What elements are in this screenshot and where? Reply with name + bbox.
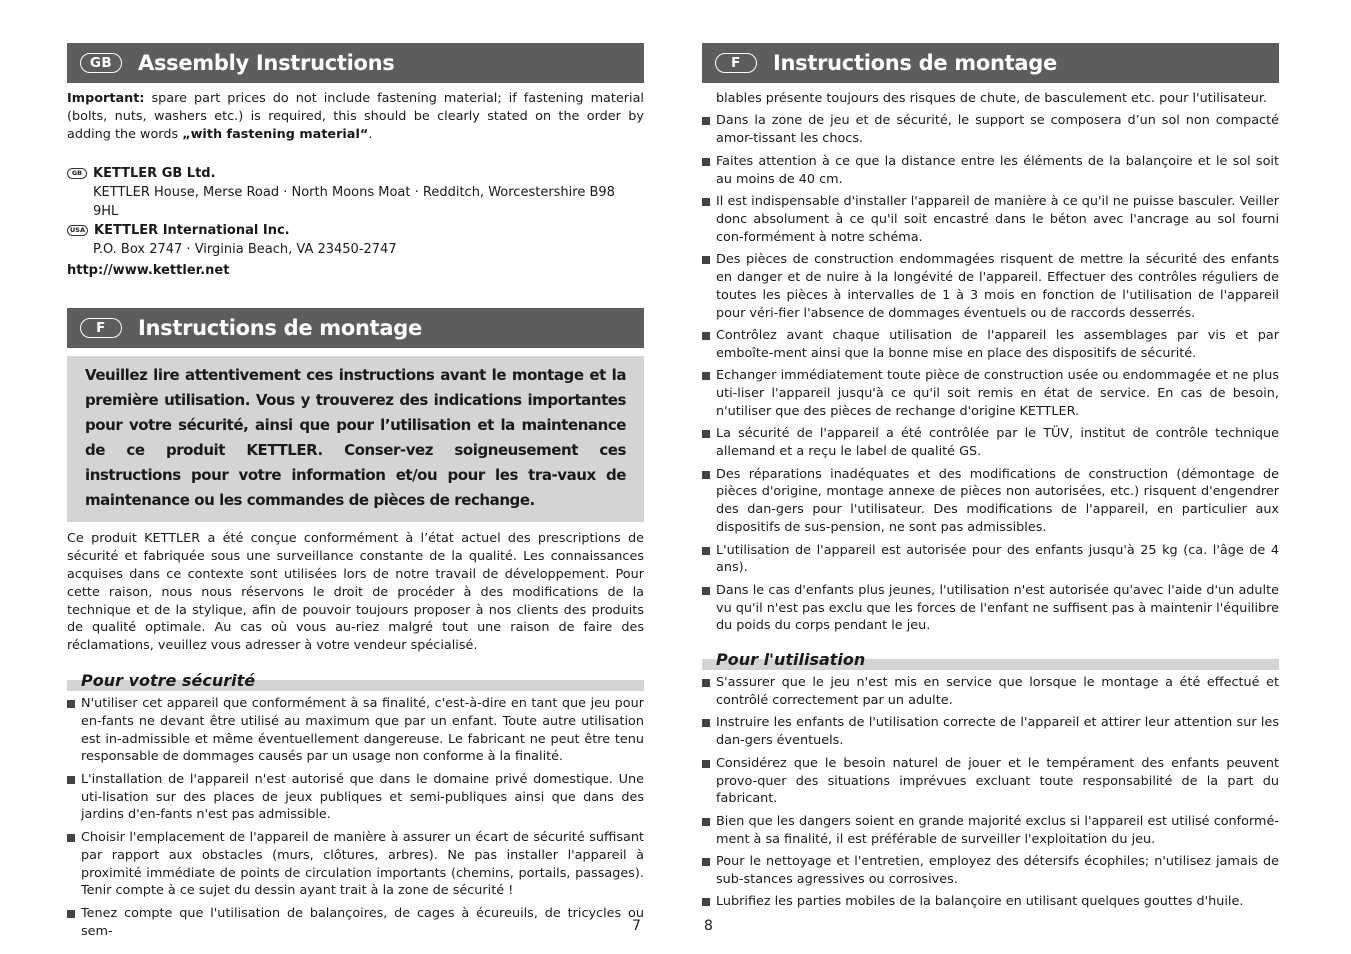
list-item: Contrôlez avant chaque utilisation de l'appareil les assemblages par vis et par emboîte-ment ainsi que la bonne mise en place des dispositifs de sécurité. <box>702 327 1279 363</box>
f-language-badge: F <box>80 318 122 338</box>
gb-language-badge: GB <box>80 53 122 73</box>
usa-company-name: KETTLER International Inc. <box>94 223 290 239</box>
square-bullet-icon <box>702 430 710 438</box>
gb-address: KETTLER House, Merse Road · North Moons Moat · Redditch, Worcestershire B98 9HL <box>93 185 615 220</box>
list-item: Choisir l'emplacement de l'appareil de manière à assurer un écart de sécurité suffisant par rapport aux obstacles (murs, clôtures, arbres). Ne pas installer l'appareil à proximité immédiate de points de circulation importants (chemins, portails, passages). Tenir compte à ce sujet du dessin ayant trait à la zone de sécurité ! <box>67 829 644 900</box>
square-bullet-icon <box>702 679 710 687</box>
list-item: La sécurité de l'appareil a été contrôlée par le TÜV, institut de contrôle technique allemand et a reçu le label de qualité GS. <box>702 425 1279 461</box>
square-bullet-icon <box>702 818 710 826</box>
read-instructions-box: Veuillez lire attentivement ces instructions avant le montage et la première utilisation. Vous y trouverez des indications importantes pour votre sécurité, ainsi que pour l’utilisation et la maintenance de ce produit KETTLER. Conser-vez soigneusement ces instructions pour votre information et/ou pour les tra-vaux de maintenance ou les commandes de pièces de rechange. <box>67 356 644 522</box>
square-bullet-icon <box>67 776 75 784</box>
f-section-header <box>67 308 644 348</box>
important-note <box>67 90 644 143</box>
list-item: S'assurer que le jeu n'est mis en service que lorsque le montage a été effectué et contrôlé correctement par un adulte. <box>702 674 1279 710</box>
safety-heading <box>67 669 644 691</box>
right-language-badge: F <box>715 53 757 73</box>
square-bullet-icon <box>702 898 710 906</box>
list-item: Bien que les dangers soient en grande majorité exclus si l'appareil est utilisé conformé-ment à sa finalité, il est préférable de surveiller l'exploitation du jeu. <box>702 813 1279 849</box>
page-number-right: 8 <box>704 918 713 934</box>
square-bullet-icon <box>702 547 710 555</box>
square-bullet-icon <box>702 471 710 479</box>
usage-heading <box>702 648 1279 670</box>
right-page <box>702 43 1279 916</box>
list-item: Dans la zone de jeu et de sécurité, le support se composera d’un sol non compacté amor-tissant les chocs. <box>702 112 1279 148</box>
square-bullet-icon <box>702 760 710 768</box>
website-link[interactable]: http://www.kettler.net <box>67 263 230 279</box>
right-section-header <box>702 43 1279 83</box>
gb-company-line <box>67 164 644 183</box>
square-bullet-icon <box>702 117 710 125</box>
list-item: Instruire les enfants de l'utilisation correcte de l'appareil et attirer leur attention sur les dan-gers éventuels. <box>702 714 1279 750</box>
safety-heading-text: Pour votre sécurité <box>81 670 256 690</box>
usage-heading-text: Pour l'utilisation <box>716 650 866 670</box>
gb-flag-icon: GB <box>67 168 87 179</box>
list-item: Lubrifiez les parties mobiles de la balançoire en utilisant quelques gouttes d'huile. <box>702 893 1279 911</box>
important-period: . <box>368 126 373 142</box>
square-bullet-icon <box>702 332 710 340</box>
gb-section-title: Assembly Instructions <box>138 51 395 75</box>
square-bullet-icon <box>67 910 75 918</box>
square-bullet-icon <box>67 700 75 708</box>
usa-flag-icon: USA <box>67 225 88 236</box>
list-item: Des pièces de construction endommagées risquent de mettre la sécurité des enfants en danger et de nuire à la longévité de l'appareil. Effectuer des contrôles réguliers de toutes les pièces à intervalles de 1 à 3 mois en fonction de l'utilisation de l'appareil pour véri-fier l'absence de dommages éventuels ou de raccords desserrés. <box>702 251 1279 322</box>
list-item: Tenez compte que l'utilisation de balançoires, de cages à écureuils, de tricycles ou sem- <box>67 905 644 941</box>
list-item: Des réparations inadéquates et des modifications de construction (démontage de pièces d'origine, montage annexe de pièces non autorisées, etc.) risquent d'engendrer des dan-gers pour l'utilisateur. Des modifications de l'appareil, en particulier aux dispositifs de sus-pension, ne sont pas admissibles. <box>702 466 1279 537</box>
list-item: Il est indispensable d'installer l'appareil de manière à ce qu'il ne puisse basculer. Veiller donc absolument à ce qu'il soit encastré dans le béton avec l'ancrage au sol fourni con-formément à notre schéma. <box>702 193 1279 246</box>
square-bullet-icon <box>702 198 710 206</box>
continuation-text: blables présente toujours des risques de chute, de basculement etc. pour l'utilisateur. <box>716 91 1268 106</box>
usage-list <box>702 674 1279 911</box>
gb-company-name: KETTLER GB Ltd. <box>93 166 216 182</box>
list-item: Pour le nettoyage et l'entretien, employez des détersifs écophiles; n'utilisez jamais de sub-stances agressives ou corrosives. <box>702 853 1279 889</box>
list-item: L'installation de l'appareil n'est autorisé que dans le domaine privé domestique. Une uti-lisation sur des places de jeux publiques et semi-publiques ainsi que dans des jardins d'en-fants n'est pas admissible. <box>67 771 644 824</box>
list-item: Faites attention à ce que la distance entre les éléments de la balançoire et le sol soit au moins de 40 cm. <box>702 153 1279 189</box>
usa-company-line <box>67 221 644 240</box>
safety-list-continued <box>702 112 1279 635</box>
list-item: L'utilisation de l'appareil est autorisée pour des enfants jusqu'à 25 kg (ca. l'âge de 4 ans). <box>702 542 1279 578</box>
square-bullet-icon <box>702 372 710 380</box>
square-bullet-icon <box>702 587 710 595</box>
square-bullet-icon <box>67 834 75 842</box>
list-item: Dans le cas d'enfants plus jeunes, l'utilisation n'est autorisée qu'avec l'aide d'un adulte vu qu'il n'est pas exclu que les forces de l'enfant ne suffisent pas à maintenir l'équilibre du poids du corps pendant le jeu. <box>702 582 1279 635</box>
square-bullet-icon <box>702 256 710 264</box>
list-item: Echanger immédiatement toute pièce de construction usée ou endommagée et ne plus uti-liser l'appareil jusqu'à ce qu'il soit remis en état de service. En cas de besoin, n'utiliser que des pièces de rechange d'origine KETTLER. <box>702 367 1279 420</box>
list-item: N'utiliser cet appareil que conformément à sa finalité, c'est-à-dire en tant que jeu pour en-fants ne devant être utilisé au maximum que par un enfant. Toute autre utilisation est in-admissible et même éventuellement dangereuse. Le fabricant ne peut être tenu responsable de dommages causés par un usage non conforme à la finalité. <box>67 695 644 766</box>
intro-paragraph: Ce produit KETTLER a été conçue conformément à l’état actuel des prescriptions de sécurité et fabriquée sous une surveillance constante de la qualité. Les connaissances acquises dans ce contexte sont utilisées lors de notre travail de développement. Pour cette raison, nous nous réservons le droit de procéder à des modifications de la technique et de la stylique, afin de pouvoir toujours proposer à nos clients des produits de qualité optimale. Au cas où vous au-riez malgré tout une raison de faire des réclamations, veuillez vous adresser à votre vendeur spécialisé. <box>67 531 644 654</box>
square-bullet-icon <box>702 158 710 166</box>
safety-list <box>67 695 644 940</box>
contact-block <box>67 164 644 280</box>
list-item: Considérez que le besoin naturel de jouer et le tempérament des enfants peuvent provo-quer des situations imprévues excluant toute responsabilité de la part du fabricant. <box>702 755 1279 808</box>
usa-address: P.O. Box 2747 · Virginia Beach, VA 23450-2747 <box>93 242 397 258</box>
square-bullet-icon <box>702 719 710 727</box>
square-bullet-icon <box>702 858 710 866</box>
f-section-title: Instructions de montage <box>138 316 422 341</box>
right-section-title: Instructions de montage <box>773 51 1057 75</box>
left-page <box>67 43 644 945</box>
page-number-left: 7 <box>632 918 641 934</box>
important-bold-end: „with fastening material“ <box>182 126 369 142</box>
gb-section-header <box>67 43 644 83</box>
important-text: spare part prices do not include fastening material; if fastening material (bolts, nuts, washers etc.) is required, this should be clearly stated on the order by adding the words <box>67 91 644 142</box>
important-label: Important: <box>67 91 145 106</box>
